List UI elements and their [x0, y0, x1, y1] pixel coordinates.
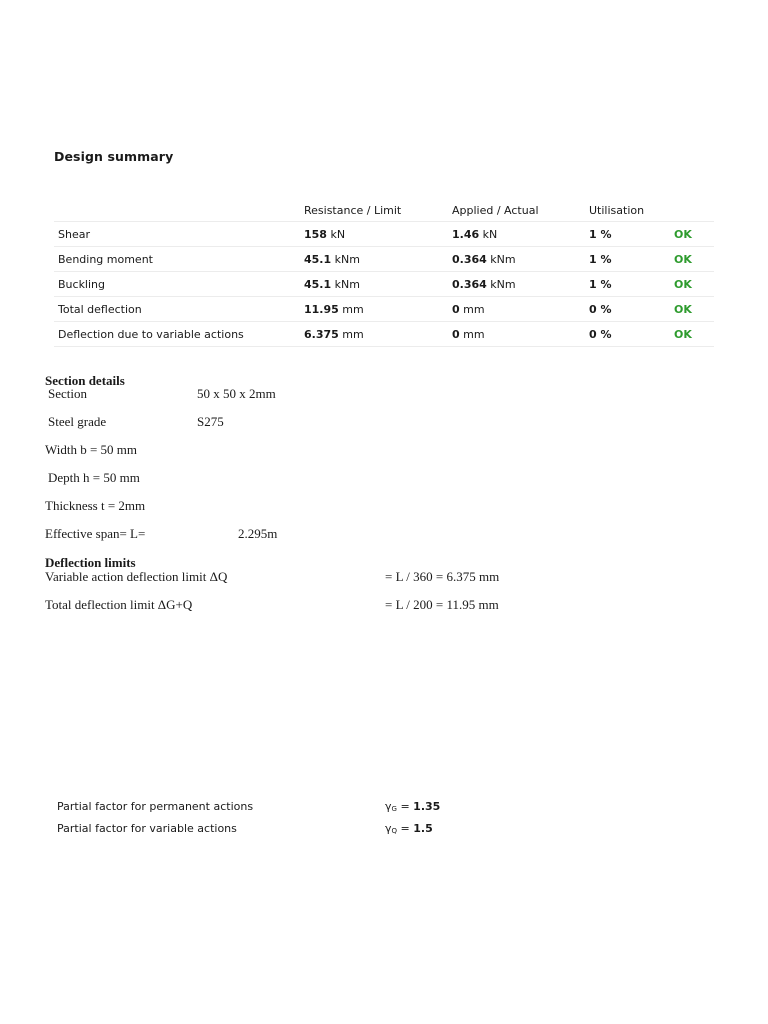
table-row-shear — [54, 222, 714, 247]
effective-span-label: Effective span= L= — [45, 526, 146, 541]
width-line: Width b = 50 mm — [45, 442, 138, 457]
status-badge: OK — [674, 253, 692, 266]
applied-value — [452, 253, 516, 266]
applied-value — [452, 278, 516, 291]
variable-factor-value — [385, 822, 433, 835]
variable-factor-label: Partial factor for variable actions — [57, 822, 237, 835]
resistance-value — [304, 328, 364, 341]
resistance-unit: kNm — [331, 253, 360, 266]
resistance-value — [304, 253, 360, 266]
gamma-symbol: γ — [385, 800, 392, 813]
applied-value — [452, 328, 485, 341]
deflection-limits-title: Deflection limits — [45, 555, 136, 570]
permanent-factor-label: Partial factor for permanent actions — [57, 800, 254, 813]
resistance-number: 45.1 — [304, 253, 332, 266]
applied-value — [452, 228, 497, 241]
total-deflection-label: Total deflection limit ΔG+Q — [45, 597, 193, 612]
applied-number: 0 — [452, 328, 460, 341]
applied-unit: kN — [479, 228, 498, 241]
utilisation-value: 1 % — [589, 228, 612, 241]
equals-sign: = — [397, 822, 414, 835]
applied-unit: mm — [459, 328, 485, 341]
resistance-value — [304, 228, 345, 241]
header-resistance-limit: Resistance / Limit — [304, 204, 402, 217]
thickness-line: Thickness t = 2mm — [45, 498, 146, 513]
effective-span-value: 2.295m — [238, 526, 278, 541]
utilisation-value: 1 % — [589, 278, 612, 291]
steel-grade-value: S275 — [197, 414, 224, 429]
applied-value — [452, 303, 485, 316]
section-value: 50 x 50 x 2mm — [197, 386, 276, 401]
utilisation-value: 0 % — [589, 328, 612, 341]
table-row-bending-moment — [54, 247, 714, 272]
row-label: Buckling — [58, 278, 106, 291]
design-summary-table — [54, 198, 714, 347]
applied-unit: kNm — [486, 253, 516, 266]
table-row-buckling — [54, 272, 714, 297]
factor-number: 1.35 — [413, 800, 441, 813]
status-badge: OK — [674, 228, 692, 241]
header-applied-actual: Applied / Actual — [452, 204, 539, 217]
resistance-number: 158 — [304, 228, 327, 241]
status-badge: OK — [674, 303, 692, 316]
row-label: Deflection due to variable actions — [58, 328, 244, 341]
applied-number: 0.364 — [452, 278, 487, 291]
factor-number: 1.5 — [413, 822, 433, 835]
gamma-subscript: G — [391, 805, 397, 813]
resistance-value — [304, 303, 364, 316]
section-details-title: Section details — [45, 373, 125, 388]
applied-unit: kNm — [486, 278, 516, 291]
table-row-total-deflection — [54, 297, 714, 322]
applied-unit: mm — [459, 303, 485, 316]
resistance-unit: kNm — [331, 278, 360, 291]
total-deflection-value: = L / 200 = 11.95 mm — [385, 597, 499, 612]
variable-deflection-value: = L / 360 = 6.375 mm — [385, 569, 500, 584]
utilisation-value: 0 % — [589, 303, 612, 316]
depth-line: Depth h = 50 mm — [48, 470, 140, 485]
resistance-unit: mm — [338, 303, 364, 316]
resistance-unit: mm — [338, 328, 364, 341]
resistance-value — [304, 278, 360, 291]
applied-number: 0.364 — [452, 253, 487, 266]
table-row-variable-deflection — [54, 322, 714, 347]
resistance-number: 45.1 — [304, 278, 332, 291]
steel-grade-label: Steel grade — [48, 414, 107, 429]
row-label: Total deflection — [58, 303, 142, 316]
gamma-symbol: γ — [385, 822, 392, 835]
resistance-number: 6.375 — [304, 328, 339, 341]
utilisation-value: 1 % — [589, 253, 612, 266]
table-header-row — [54, 198, 714, 222]
row-label: Shear — [58, 228, 90, 241]
header-utilisation: Utilisation — [589, 204, 645, 217]
equals-sign: = — [396, 800, 414, 813]
design-summary-title: Design summary — [54, 149, 174, 164]
section-label: Section — [48, 386, 87, 401]
row-label: Bending moment — [58, 253, 153, 266]
resistance-unit: kN — [326, 228, 346, 241]
applied-number: 1.46 — [452, 228, 480, 241]
gamma-subscript: Q — [391, 827, 398, 835]
applied-number: 0 — [452, 303, 460, 316]
variable-deflection-label: Variable action deflection limit ΔQ — [45, 569, 228, 584]
resistance-number: 11.95 — [304, 303, 339, 316]
status-badge: OK — [674, 278, 692, 291]
permanent-factor-value — [385, 800, 440, 813]
status-badge: OK — [674, 328, 692, 341]
